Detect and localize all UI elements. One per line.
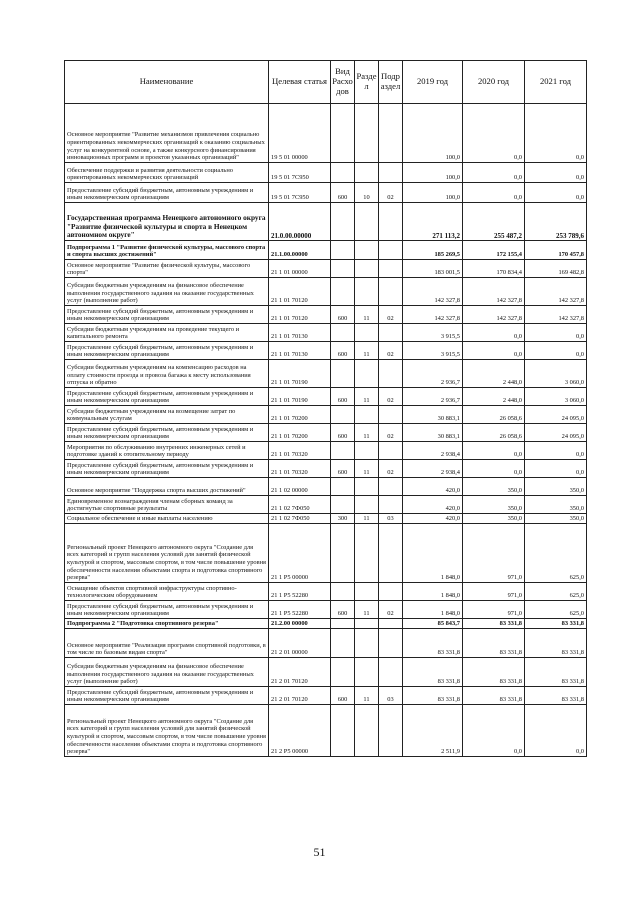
row-target-article: 21 1 01 70120 bbox=[269, 306, 331, 324]
row-value-2021: 253 789,6 bbox=[525, 203, 587, 241]
row-value-2021: 169 482,8 bbox=[525, 260, 587, 278]
row-value-2019: 2 511,9 bbox=[403, 705, 463, 757]
row-section bbox=[355, 241, 379, 260]
row-target-article: 21 1 01 70320 bbox=[269, 442, 331, 460]
table-row bbox=[65, 424, 587, 442]
row-target-article: 19 5 01 7С950 bbox=[269, 183, 331, 203]
row-name: Оснащение объектов спортивной инфраструктуры спортивно-технологическим оборудованием bbox=[65, 583, 269, 601]
row-value-2020: 142 327,8 bbox=[463, 306, 525, 324]
row-value-2021: 0,0 bbox=[525, 460, 587, 478]
row-value-2021: 0,0 bbox=[525, 705, 587, 757]
row-name: Основное мероприятие "Развитие физической культуры, массового спорта" bbox=[65, 260, 269, 278]
row-target-article: 21 2 01 70120 bbox=[269, 658, 331, 687]
row-value-2020: 971,0 bbox=[463, 583, 525, 601]
row-target-article: 21 1 P5 52280 bbox=[269, 601, 331, 619]
row-target-article: 19 5 01 7С950 bbox=[269, 163, 331, 183]
row-expense-type: 600 bbox=[331, 306, 355, 324]
row-expense-type bbox=[331, 406, 355, 424]
row-expense-type: 600 bbox=[331, 388, 355, 406]
row-value-2021: 142 327,8 bbox=[525, 306, 587, 324]
row-section bbox=[355, 583, 379, 601]
table-row bbox=[65, 601, 587, 619]
row-value-2019: 83 331,8 bbox=[403, 629, 463, 658]
row-expense-type bbox=[331, 324, 355, 342]
row-value-2020: 0,0 bbox=[463, 342, 525, 360]
row-value-2019: 142 327,8 bbox=[403, 278, 463, 306]
row-value-2020: 350,0 bbox=[463, 478, 525, 496]
table-row bbox=[65, 183, 587, 203]
row-section: 11 bbox=[355, 460, 379, 478]
table-row bbox=[65, 241, 587, 260]
row-value-2021: 0,0 bbox=[525, 324, 587, 342]
row-target-article: 21 1 01 70200 bbox=[269, 406, 331, 424]
row-expense-type bbox=[331, 524, 355, 583]
row-section bbox=[355, 278, 379, 306]
row-name: Региональный проект Ненецкого автономного округа "Создание для всех категорий и групп населения условий для занятий физической культурой и спортом, массовым спортом, в том числе повышение уровня обеспеченности населения объектами спорта и подготовка спортивного резерва" bbox=[65, 524, 269, 583]
row-target-article: 21 1 P5 52280 bbox=[269, 583, 331, 601]
row-name: Предоставление субсидий бюджетным, автономным учреждениям и иным некоммерческим организациям bbox=[65, 424, 269, 442]
row-name: Основное мероприятие "Реализация программ спортивной подготовки, в том числе по базовым видам спорта" bbox=[65, 629, 269, 658]
row-name: Предоставление субсидий бюджетным, автономным учреждениям и иным некоммерческим организациям bbox=[65, 687, 269, 705]
row-subsection bbox=[379, 104, 403, 163]
table-row bbox=[65, 442, 587, 460]
row-subsection bbox=[379, 619, 403, 629]
row-subsection bbox=[379, 324, 403, 342]
header-subsection: Подр аздел bbox=[379, 61, 403, 104]
row-expense-type bbox=[331, 658, 355, 687]
row-subsection: 02 bbox=[379, 342, 403, 360]
row-target-article: 21 1 01 70130 bbox=[269, 324, 331, 342]
row-expense-type bbox=[331, 442, 355, 460]
row-expense-type: 600 bbox=[331, 601, 355, 619]
row-section bbox=[355, 360, 379, 388]
row-subsection bbox=[379, 524, 403, 583]
row-subsection bbox=[379, 406, 403, 424]
row-expense-type bbox=[331, 104, 355, 163]
header-section: Разде л bbox=[355, 61, 379, 104]
row-subsection bbox=[379, 260, 403, 278]
row-value-2020: 350,0 bbox=[463, 514, 525, 524]
row-target-article: 21 2 P5 00000 bbox=[269, 705, 331, 757]
row-value-2020: 0,0 bbox=[463, 442, 525, 460]
row-value-2019: 420,0 bbox=[403, 514, 463, 524]
row-target-article: 19 5 01 00000 bbox=[269, 104, 331, 163]
row-expense-type bbox=[331, 260, 355, 278]
row-target-article: 21 1 01 70320 bbox=[269, 460, 331, 478]
row-value-2019: 2 936,7 bbox=[403, 388, 463, 406]
row-value-2019: 420,0 bbox=[403, 478, 463, 496]
table-row bbox=[65, 705, 587, 757]
row-value-2020: 255 487,2 bbox=[463, 203, 525, 241]
row-target-article: 21 1 02 00000 bbox=[269, 478, 331, 496]
row-section bbox=[355, 104, 379, 163]
row-value-2019: 1 848,0 bbox=[403, 601, 463, 619]
row-value-2019: 2 936,7 bbox=[403, 360, 463, 388]
row-value-2020: 2 448,0 bbox=[463, 388, 525, 406]
table-row bbox=[65, 260, 587, 278]
row-name: Мероприятия по обслуживанию внутренних инженерных сетей и подготовке зданий к отопительному периоду bbox=[65, 442, 269, 460]
row-value-2021: 0,0 bbox=[525, 104, 587, 163]
row-value-2019: 271 113,2 bbox=[403, 203, 463, 241]
table-row bbox=[65, 460, 587, 478]
header-2021: 2021 год bbox=[525, 61, 587, 104]
row-value-2019: 420,0 bbox=[403, 496, 463, 514]
row-subsection: 02 bbox=[379, 306, 403, 324]
row-value-2019: 100,0 bbox=[403, 104, 463, 163]
header-row bbox=[65, 61, 587, 104]
table-row bbox=[65, 360, 587, 388]
row-expense-type bbox=[331, 583, 355, 601]
row-expense-type: 600 bbox=[331, 460, 355, 478]
row-section: 11 bbox=[355, 687, 379, 705]
row-value-2019: 100,0 bbox=[403, 183, 463, 203]
row-name: Основное мероприятие "Поддержка спорта высших достижений" bbox=[65, 478, 269, 496]
table-row bbox=[65, 496, 587, 514]
row-expense-type bbox=[331, 705, 355, 757]
row-target-article: 21 1 01 70120 bbox=[269, 278, 331, 306]
header-expense-type: Вид Расхо дов bbox=[331, 61, 355, 104]
row-expense-type bbox=[331, 278, 355, 306]
row-value-2021: 350,0 bbox=[525, 478, 587, 496]
row-expense-type bbox=[331, 360, 355, 388]
row-subsection: 02 bbox=[379, 601, 403, 619]
row-name: Предоставление субсидий бюджетным, автономным учреждениям и иным некоммерческим организациям bbox=[65, 183, 269, 203]
row-name: Основное мероприятие "Развитие механизмов привлечения социально ориентированных некоммерческих организаций к оказанию социальных услуг на конкурентной основе, а также конкурсного финансирования инновационных программ и проектов указанных организаций" bbox=[65, 104, 269, 163]
row-subsection bbox=[379, 583, 403, 601]
row-value-2020: 350,0 bbox=[463, 496, 525, 514]
row-value-2021: 0,0 bbox=[525, 183, 587, 203]
row-value-2019: 183 001,5 bbox=[403, 260, 463, 278]
row-value-2019: 142 327,8 bbox=[403, 306, 463, 324]
budget-table bbox=[64, 60, 587, 757]
table-row bbox=[65, 163, 587, 183]
row-value-2020: 83 331,8 bbox=[463, 629, 525, 658]
row-section bbox=[355, 496, 379, 514]
row-section: 11 bbox=[355, 424, 379, 442]
row-section: 10 bbox=[355, 183, 379, 203]
row-subsection bbox=[379, 629, 403, 658]
table-row bbox=[65, 388, 587, 406]
row-expense-type: 600 bbox=[331, 687, 355, 705]
row-section bbox=[355, 163, 379, 183]
row-expense-type bbox=[331, 619, 355, 629]
row-value-2019: 30 883,1 bbox=[403, 424, 463, 442]
row-name: Подпрограмма 2 "Подготовка спортивного резерва" bbox=[65, 619, 269, 629]
row-name: Субсидии бюджетным учреждениям на финансовое обеспечение выполнения государственного задания на оказание государственных услуг (выполнение работ) bbox=[65, 278, 269, 306]
row-expense-type bbox=[331, 163, 355, 183]
row-value-2021: 170 457,8 bbox=[525, 241, 587, 260]
row-target-article: 21 1 02 7Ф050 bbox=[269, 496, 331, 514]
table-row bbox=[65, 619, 587, 629]
row-value-2019: 1 848,0 bbox=[403, 524, 463, 583]
row-expense-type: 600 bbox=[331, 342, 355, 360]
page-number: 51 bbox=[313, 845, 326, 859]
row-section: 11 bbox=[355, 342, 379, 360]
row-name: Предоставление субсидий бюджетным, автономным учреждениям и иным некоммерческим организациям bbox=[65, 601, 269, 619]
row-value-2020: 26 058,6 bbox=[463, 424, 525, 442]
row-value-2020: 0,0 bbox=[463, 705, 525, 757]
table-row bbox=[65, 203, 587, 241]
row-value-2020: 83 331,8 bbox=[463, 658, 525, 687]
row-section bbox=[355, 658, 379, 687]
row-target-article: 21.1.00.00000 bbox=[269, 241, 331, 260]
row-value-2021: 83 331,8 bbox=[525, 658, 587, 687]
row-name: Предоставление субсидий бюджетным, автономным учреждениям и иным некоммерческим организациям bbox=[65, 306, 269, 324]
row-section bbox=[355, 406, 379, 424]
row-subsection bbox=[379, 203, 403, 241]
row-value-2019: 3 915,5 bbox=[403, 342, 463, 360]
row-target-article: 21 2 01 00000 bbox=[269, 629, 331, 658]
table-row bbox=[65, 406, 587, 424]
table-row bbox=[65, 324, 587, 342]
row-value-2020: 26 058,6 bbox=[463, 406, 525, 424]
row-expense-type: 300 bbox=[331, 514, 355, 524]
row-target-article: 21 1 02 7Ф050 bbox=[269, 514, 331, 524]
row-section bbox=[355, 442, 379, 460]
row-value-2021: 3 060,0 bbox=[525, 360, 587, 388]
header-2020: 2020 год bbox=[463, 61, 525, 104]
row-value-2020: 0,0 bbox=[463, 104, 525, 163]
row-subsection: 03 bbox=[379, 514, 403, 524]
row-name: Социальное обеспечение и иные выплаты населению bbox=[65, 514, 269, 524]
row-value-2020: 172 155,4 bbox=[463, 241, 525, 260]
row-value-2020: 0,0 bbox=[463, 163, 525, 183]
row-value-2019: 83 331,8 bbox=[403, 658, 463, 687]
row-value-2019: 3 915,5 bbox=[403, 324, 463, 342]
row-section: 11 bbox=[355, 388, 379, 406]
row-section bbox=[355, 705, 379, 757]
row-value-2020: 0,0 bbox=[463, 460, 525, 478]
row-target-article: 21.2.00 00000 bbox=[269, 619, 331, 629]
row-subsection bbox=[379, 278, 403, 306]
row-value-2020: 971,0 bbox=[463, 601, 525, 619]
row-value-2020: 2 448,0 bbox=[463, 360, 525, 388]
row-subsection bbox=[379, 496, 403, 514]
row-section: 11 bbox=[355, 306, 379, 324]
row-section bbox=[355, 203, 379, 241]
row-subsection bbox=[379, 478, 403, 496]
table-row bbox=[65, 629, 587, 658]
row-expense-type: 600 bbox=[331, 183, 355, 203]
row-value-2019: 1 848,0 bbox=[403, 583, 463, 601]
row-section bbox=[355, 524, 379, 583]
row-subsection: 02 bbox=[379, 424, 403, 442]
row-value-2021: 350,0 bbox=[525, 496, 587, 514]
row-value-2021: 625,0 bbox=[525, 601, 587, 619]
row-value-2021: 0,0 bbox=[525, 342, 587, 360]
row-value-2021: 625,0 bbox=[525, 583, 587, 601]
row-value-2021: 0,0 bbox=[525, 163, 587, 183]
row-section: 11 bbox=[355, 601, 379, 619]
row-expense-type bbox=[331, 241, 355, 260]
row-name: Обеспечение поддержки и развития деятельности социально ориентированных некоммерческих организаций bbox=[65, 163, 269, 183]
row-expense-type bbox=[331, 496, 355, 514]
row-value-2020: 170 834,4 bbox=[463, 260, 525, 278]
row-name: Подпрограмма 1 "Развитие физической культуры, массового спорта и спорта высших достижений" bbox=[65, 241, 269, 260]
row-name: Государственная программа Ненецкого автономного округа "Развитие физической культуры и спорта в Ненецком автономном округе" bbox=[65, 203, 269, 241]
row-value-2019: 85 843,7 bbox=[403, 619, 463, 629]
row-subsection: 03 bbox=[379, 687, 403, 705]
table-row bbox=[65, 514, 587, 524]
row-name: Предоставление субсидий бюджетным, автономным учреждениям и иным некоммерческим организациям bbox=[65, 460, 269, 478]
row-section: 11 bbox=[355, 514, 379, 524]
row-subsection: 02 bbox=[379, 183, 403, 203]
row-name: Субсидии бюджетным учреждениям на компенсацию расходов на оплату стоимости проезда и провоза багажа к месту использования отпуска и обратно bbox=[65, 360, 269, 388]
row-value-2020: 0,0 bbox=[463, 324, 525, 342]
row-name: Предоставление субсидий бюджетным, автономным учреждениям и иным некоммерческим организациям bbox=[65, 388, 269, 406]
row-target-article: 21 1 01 70200 bbox=[269, 424, 331, 442]
row-value-2019: 83 331,8 bbox=[403, 687, 463, 705]
table-row bbox=[65, 524, 587, 583]
row-value-2021: 83 331,8 bbox=[525, 619, 587, 629]
row-value-2019: 2 938,4 bbox=[403, 442, 463, 460]
row-subsection bbox=[379, 241, 403, 260]
row-section bbox=[355, 619, 379, 629]
row-value-2021: 350,0 bbox=[525, 514, 587, 524]
table-row bbox=[65, 658, 587, 687]
header-2019: 2019 год bbox=[403, 61, 463, 104]
row-value-2021: 24 095,0 bbox=[525, 424, 587, 442]
row-value-2021: 3 060,0 bbox=[525, 388, 587, 406]
row-subsection bbox=[379, 442, 403, 460]
table-row bbox=[65, 342, 587, 360]
row-value-2020: 83 331,8 bbox=[463, 619, 525, 629]
header-name: Наименование bbox=[65, 61, 269, 104]
row-value-2021: 24 095,0 bbox=[525, 406, 587, 424]
table-row bbox=[65, 104, 587, 163]
table-row bbox=[65, 478, 587, 496]
row-subsection bbox=[379, 163, 403, 183]
row-target-article: 21 1 01 70190 bbox=[269, 360, 331, 388]
row-expense-type bbox=[331, 203, 355, 241]
row-name: Предоставление субсидий бюджетным, автономным учреждениям и иным некоммерческим организациям bbox=[65, 342, 269, 360]
row-target-article: 21 1 01 70130 bbox=[269, 342, 331, 360]
row-target-article: 21 2 01 70120 bbox=[269, 687, 331, 705]
row-value-2021: 83 331,8 bbox=[525, 687, 587, 705]
row-expense-type bbox=[331, 478, 355, 496]
row-target-article: 21 1 P5 00000 bbox=[269, 524, 331, 583]
row-value-2019: 30 883,1 bbox=[403, 406, 463, 424]
row-name: Региональный проект Ненецкого автономного округа "Создание для всех категорий и групп населения условий для занятий физической культурой и спортом, массовым спортом, в том числе повышение уровня обеспеченности населения объектами спорта и подготовка спортивного резерва" bbox=[65, 705, 269, 757]
row-target-article: 21.0.00.00000 bbox=[269, 203, 331, 241]
row-value-2020: 142 327,8 bbox=[463, 278, 525, 306]
row-section bbox=[355, 629, 379, 658]
table-row bbox=[65, 306, 587, 324]
row-value-2021: 625,0 bbox=[525, 524, 587, 583]
row-name: Единовременное вознаграждения членам сборных команд за достигнутые спортивные результаты bbox=[65, 496, 269, 514]
row-value-2021: 0,0 bbox=[525, 442, 587, 460]
row-value-2020: 971,0 bbox=[463, 524, 525, 583]
row-name: Субсидии бюджетным учреждениям на возмещение затрат по коммунальным услугам bbox=[65, 406, 269, 424]
row-value-2021: 83 331,8 bbox=[525, 629, 587, 658]
row-section bbox=[355, 324, 379, 342]
row-subsection bbox=[379, 705, 403, 757]
row-expense-type bbox=[331, 629, 355, 658]
row-expense-type: 600 bbox=[331, 424, 355, 442]
row-value-2020: 83 331,8 bbox=[463, 687, 525, 705]
row-name: Субсидии бюджетным учреждениям на проведение текущего и капитального ремонта bbox=[65, 324, 269, 342]
table-row bbox=[65, 687, 587, 705]
table-row bbox=[65, 583, 587, 601]
row-value-2021: 142 327,8 bbox=[525, 278, 587, 306]
row-subsection: 02 bbox=[379, 460, 403, 478]
row-subsection bbox=[379, 658, 403, 687]
row-value-2019: 2 938,4 bbox=[403, 460, 463, 478]
row-target-article: 21 1 01 70190 bbox=[269, 388, 331, 406]
row-value-2019: 100,0 bbox=[403, 163, 463, 183]
header-target-article: Целевая статья bbox=[269, 61, 331, 104]
row-name: Субсидии бюджетным учреждениям на финансовое обеспечение выполнения государственного задания на оказание государственных услуг (выполнение работ) bbox=[65, 658, 269, 687]
row-value-2020: 0,0 bbox=[463, 183, 525, 203]
row-subsection bbox=[379, 360, 403, 388]
row-section bbox=[355, 478, 379, 496]
table-row bbox=[65, 278, 587, 306]
row-subsection: 02 bbox=[379, 388, 403, 406]
row-target-article: 21 1 01 00000 bbox=[269, 260, 331, 278]
row-value-2019: 185 269,5 bbox=[403, 241, 463, 260]
row-section bbox=[355, 260, 379, 278]
